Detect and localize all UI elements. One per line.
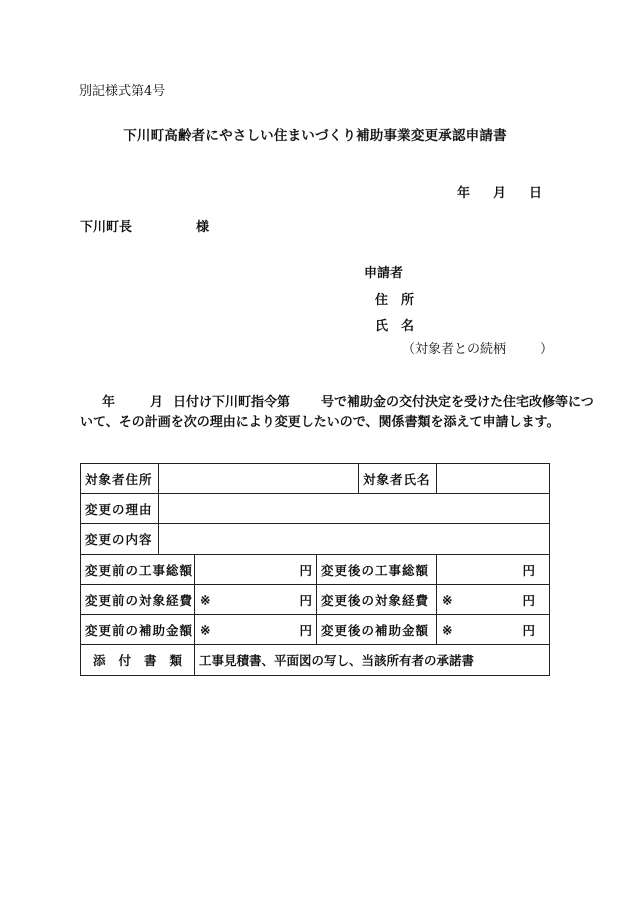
date-day: 日 [529,186,543,201]
label-after-eligible: 変更後の対象経費 [317,585,437,615]
attachments-char: 付 [118,653,131,668]
application-form-table [80,463,550,676]
form-number: 別記様式第4号 [79,84,166,99]
field-target-name[interactable] [437,464,550,494]
field-after-total[interactable] [437,555,550,585]
date-month: 月 [493,186,507,201]
label-after-total: 変更後の工事総額 [317,555,437,585]
note-mark: ※ [200,592,211,607]
field-before-subsidy[interactable] [195,615,317,645]
applicant-heading: 申請者 [364,266,404,281]
label-attachments [81,645,195,676]
field-after-eligible[interactable] [437,585,550,615]
body-part2: 号で補助金の交付決定を受けた住宅改修等につ [321,395,594,410]
date-year: 年 [457,186,471,201]
relation-close: ） [540,342,554,357]
body-line-2: いて、その計画を次の理由により変更したいので、関係書類を添えて申請します。 [80,415,560,430]
label-target-name: 対象者氏名 [359,464,437,494]
label-before-eligible: 変更前の対象経費 [81,585,195,615]
yen-unit: 円 [522,622,535,638]
label-target-address: 対象者住所 [81,464,159,494]
field-attachments: 工事見積書、平面図の写し、当該所有者の承諾書 [195,645,550,676]
field-reason[interactable] [159,494,550,524]
attachments-char: 添 [93,653,106,668]
yen-unit: 円 [299,562,312,578]
field-before-eligible[interactable] [195,585,317,615]
note-mark: ※ [442,622,453,637]
body-month: 月 [150,395,164,410]
addressee-name: 下川町長 [80,220,133,235]
attachments-char: 書 [143,653,157,668]
field-after-subsidy[interactable] [437,615,550,645]
attachments-char: 類 [169,653,182,668]
note-mark: ※ [442,592,453,607]
field-before-total[interactable] [195,555,317,585]
label-after-subsidy: 変更後の補助金額 [317,615,437,645]
field-content[interactable] [159,524,550,555]
label-before-total: 変更前の工事総額 [81,555,195,585]
document-title: 下川町高齢者にやさしい住まいづくり補助事業変更承認申請書 [123,128,507,144]
yen-unit: 円 [522,592,535,608]
note-mark: ※ [200,622,211,637]
addressee-honorific: 様 [196,220,210,235]
field-target-address[interactable] [159,464,359,494]
label-content: 変更の内容 [81,524,159,555]
body-part1: 日付け下川町指令第 [173,395,291,410]
body-year: 年 [102,395,116,410]
yen-unit: 円 [299,622,312,638]
yen-unit: 円 [299,592,312,608]
label-before-subsidy: 変更前の補助金額 [81,615,195,645]
label-reason: 変更の理由 [81,494,159,524]
applicant-name-label: 氏 名 [375,319,415,334]
applicant-address-label: 住 所 [375,293,415,308]
relation-open: （対象者との続柄 [402,342,507,357]
yen-unit: 円 [522,562,535,578]
